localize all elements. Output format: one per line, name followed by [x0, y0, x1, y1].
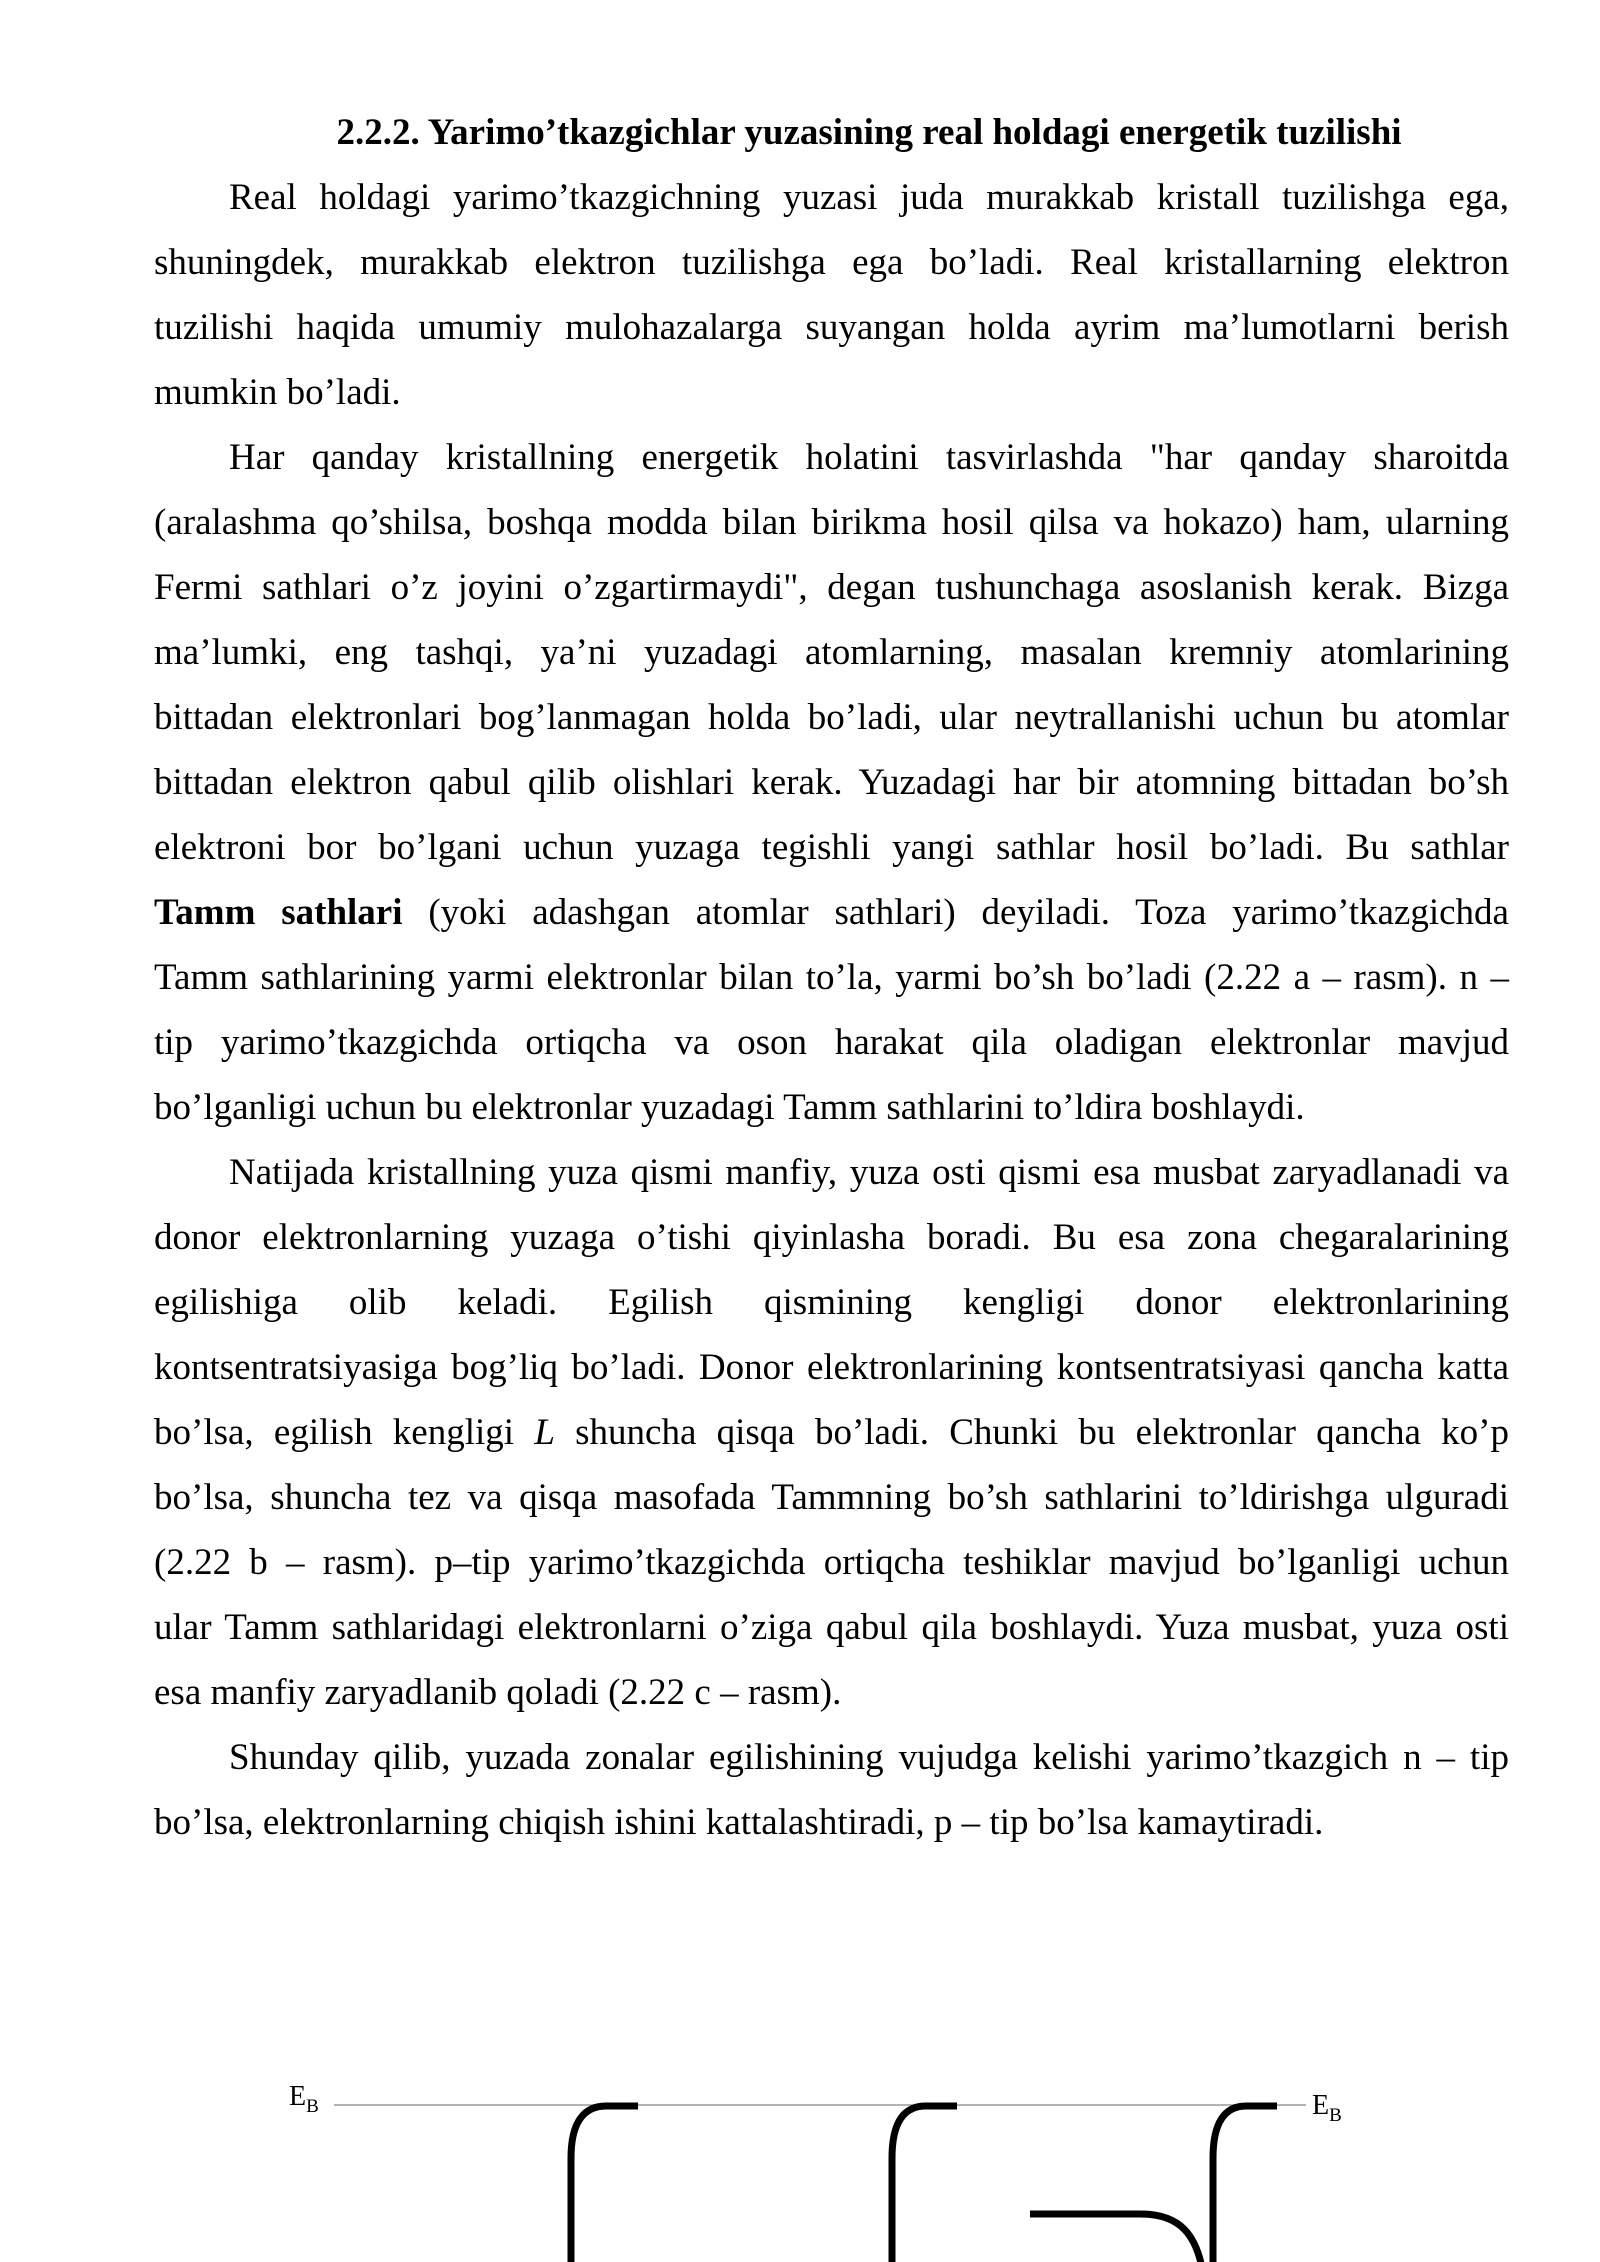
text-run: shuningdek, murakkab elektron tuzilishga ega bo’ladi. Real kristallarning elektron — [154, 242, 1509, 283]
energy-symbol: E — [289, 2081, 307, 2112]
text-run: bo’lsa, shuncha tez va qisqa masofada Tammning bo’sh sathlarini to’ldirishga ulguradi — [154, 1477, 1509, 1518]
text-run: Real holdagi yarimo’tkazgichning yuzasi juda murakkab kristall tuzilishga ega, — [229, 177, 1509, 218]
text-run: mumkin bo’ladi. — [154, 372, 401, 413]
text-line — [154, 555, 1509, 620]
italic-symbol: L — [534, 1412, 555, 1453]
text-line — [154, 1725, 1509, 1790]
energy-subscript: B — [306, 2096, 319, 2117]
text-run: esa manfiy zaryadlanib qoladi (2.22 c – rasm). — [154, 1672, 842, 1713]
text-line — [154, 490, 1509, 555]
text-run: ma’lumki, eng tashqi, ya’ni yuzadagi atomlarning, masalan kremniy atomlarining — [154, 632, 1509, 673]
text-run: ular Tamm sathlaridagi elektronlarni o’ziga qabul qila boshlaydi. Yuza musbat, yuza osti — [154, 1607, 1509, 1648]
text-line — [154, 360, 1509, 425]
text-line — [154, 1530, 1509, 1595]
text-run: Har qanday kristallning energetik holatini tasvirlashda "har qanday sharoitda — [229, 437, 1509, 478]
text-line — [154, 425, 1509, 490]
text-line — [154, 165, 1509, 230]
text-line — [154, 815, 1509, 880]
text-run: elektroni bor bo’lgani uchun yuzaga tegishli yangi sathlar hosil bo’ladi. Bu sathlar — [154, 827, 1509, 868]
text-run: Tamm sathlarining yarmi elektronlar bilan to’la, yarmi bo’sh bo’ladi (2.22 a – rasm). n – — [154, 957, 1509, 998]
text-line — [154, 880, 1509, 945]
text-run: Shunday qilib, yuzada zonalar egilishining vujudga kelishi yarimo’tkazgich n – tip — [229, 1737, 1509, 1778]
band-edge-curve-a — [571, 2106, 638, 2262]
text-run: bo’lsa, egilish kengligi — [154, 1412, 535, 1453]
paragraph — [154, 425, 1509, 1140]
text-run: tuzilishi haqida umumiy mulohazalarga suyangan holda ayrim ma’lumotlarni berish — [154, 307, 1509, 348]
text-run: Fermi sathlari o’z joyini o’zgartirmaydi", degan tushunchaga asoslanish kerak. Bizga — [154, 567, 1509, 608]
text-line — [154, 1205, 1509, 1270]
text-run: (2.22 b – rasm). p–tip yarimo’tkazgichda ortiqcha teshiklar mavjud bo’lganligi uchun — [154, 1542, 1509, 1583]
paragraph — [154, 165, 1509, 425]
text-run: egilishiga olib keladi. Egilish qismining kengligi donor elektronlarining — [154, 1282, 1509, 1323]
text-line — [154, 750, 1509, 815]
paragraph — [154, 1725, 1509, 1855]
energy-subscript: B — [1329, 2105, 1342, 2126]
text-line — [154, 1595, 1509, 1660]
text-run: bo’lganligi uchun bu elektronlar yuzadagi Tamm sathlarini to’ldira boshlaydi. — [154, 1087, 1305, 1128]
text-line — [154, 945, 1509, 1010]
text-run: Natijada kristallning yuza qismi manfiy, yuza osti qismi esa musbat zaryadlanadi va — [229, 1152, 1509, 1193]
text-line — [154, 1660, 1509, 1725]
text-run: bittadan elektron qabul qilib olishlari kerak. Yuzadagi har bir atomning bittadan bo’sh — [154, 762, 1509, 803]
text-run: (yoki adashgan atomlar sathlari) deyiladi. Toza yarimo’tkazgichda — [402, 892, 1509, 933]
text-run: shuncha qisqa bo’ladi. Chunki bu elektronlar qancha ko’p — [554, 1412, 1509, 1453]
band-edge-curve-c — [1213, 2106, 1277, 2262]
text-line — [154, 620, 1509, 685]
text-run: donor elektronlarning yuzaga o’tishi qiyinlasha boradi. Bu esa zona chegaralarining — [154, 1217, 1509, 1258]
text-block — [154, 100, 1509, 1855]
text-line — [154, 1075, 1509, 1140]
text-run: kontsentratsiyasiga bog’liq bo’ladi. Donor elektronlarining kontsentratsiyasi qancha katta — [154, 1347, 1509, 1388]
paragraph — [154, 1140, 1509, 1725]
bold-term: Tamm sathlari — [154, 892, 403, 933]
bent-band-curve — [1030, 2214, 1204, 2262]
text-line — [154, 1400, 1509, 1465]
text-line — [154, 1140, 1509, 1205]
text-line — [154, 1335, 1509, 1400]
text-run: bittadan elektronlari bog’lanmagan holda bo’ladi, ular neytrallanishi uchun bu atomlar — [154, 697, 1509, 738]
section-heading: 2.2.2. Yarimo’tkazgichlar yuzasining real holdagi energetik tuzilishi — [336, 112, 1402, 153]
text-line — [154, 1010, 1509, 1075]
text-run: bo’lsa, elektronlarning chiqish ishini kattalashtiradi, p – tip bo’lsa kamaytiradi. — [154, 1802, 1324, 1843]
text-line — [154, 1270, 1509, 1335]
energy-level-label-right — [1312, 2090, 1342, 2126]
text-run: tip yarimo’tkazgichda ortiqcha va oson harakat qila oladigan elektronlar mavjud — [154, 1022, 1509, 1063]
band-edge-curve-b — [892, 2106, 957, 2262]
text-line — [154, 295, 1509, 360]
body-text — [154, 165, 1509, 1855]
text-line — [154, 230, 1509, 295]
energy-symbol: E — [1312, 2090, 1330, 2121]
text-line — [154, 685, 1509, 750]
text-run: (aralashma qo’shilsa, boshqa modda bilan birikma hosil qilsa va hokazo) ham, ularning — [154, 502, 1509, 543]
text-line — [154, 1790, 1509, 1855]
text-line — [154, 1465, 1509, 1530]
energy-level-label-left — [289, 2081, 319, 2117]
